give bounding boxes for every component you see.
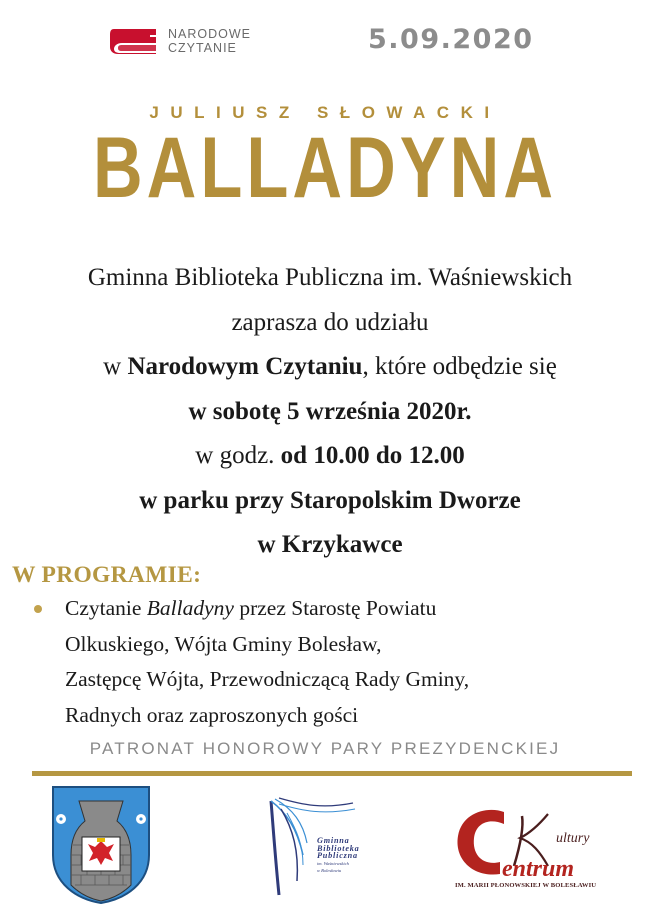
invitation-line-6: w parku przy Staropolskim Dworze xyxy=(139,486,521,514)
program-item xyxy=(65,591,625,733)
library-line-5: w Bolesławiu xyxy=(317,868,342,873)
centrum-caption: IM. MARII PŁONOWSKIEJ W BOLESŁAWIU xyxy=(455,882,597,889)
invitation-line-7: w Krzykawce xyxy=(257,531,403,558)
invitation-line-5 xyxy=(0,434,650,479)
patronage-text: PATRONAT HONOROWY PARY PREZYDENCKIEJ xyxy=(89,739,561,758)
library-line-2: Biblioteka xyxy=(317,843,360,853)
library-line-3: Publiczna xyxy=(317,851,358,860)
invitation-line-2: zaprasza do udziału xyxy=(231,308,429,336)
invitation-line-3-post: , które odbędzie się xyxy=(362,353,557,380)
culture-label: ultury xyxy=(556,831,590,846)
library-name xyxy=(317,837,360,875)
program-line-1 xyxy=(65,591,625,627)
invitation-line-3 xyxy=(0,345,650,390)
centrum-kultury-emblem xyxy=(452,802,624,882)
event-hours: od 10.00 do 12.00 xyxy=(280,442,465,469)
program-line-3: Zastępcę Wójta, Przewodniczącą Rady Gminy, xyxy=(65,667,470,691)
program-line-1-pre: Czytanie xyxy=(65,596,147,620)
logo-text xyxy=(168,27,251,55)
program-line-1-post: przez Starostę Powiatu xyxy=(233,596,437,620)
logo-line-2: CZYTANIE xyxy=(168,41,237,55)
coat-of-arms-icon xyxy=(51,785,151,905)
narodowe-czytanie-logo xyxy=(110,27,251,55)
bullet-icon xyxy=(34,605,42,613)
hours-prefix: w godz. xyxy=(195,442,281,469)
invitation-line-4: w sobotę 5 września 2020r. xyxy=(188,397,472,425)
book-title: BALLADYNA xyxy=(92,120,558,216)
program-line-2: Olkuskiego, Wójta Gminy Bolesław, xyxy=(65,631,382,656)
program-heading: W PROGRAMIE: xyxy=(12,562,202,588)
library-line-1: Gminna xyxy=(317,836,350,845)
book-author: JULIUSZ SŁOWACKI xyxy=(149,103,501,122)
library-logo xyxy=(263,795,378,901)
centrum-kultury-logo xyxy=(452,802,624,904)
invitation-line-1: Gminna Biblioteka Publiczna im. Waśniewskich xyxy=(87,264,573,291)
program-book-title: Balladyny xyxy=(146,596,234,620)
book-icon xyxy=(110,27,158,55)
logo-line-1: NARODOWE xyxy=(168,27,251,41)
library-line-4: im. Waśniewskich xyxy=(317,860,349,866)
program-line-4: Radnych oraz zaproszonych gości xyxy=(65,702,359,727)
centrum-label: entrum xyxy=(502,856,575,882)
divider xyxy=(32,771,632,776)
invitation-text xyxy=(0,256,650,568)
invitation-line-3-pre: w xyxy=(103,353,128,380)
event-date: 5.09.2020 xyxy=(368,24,534,55)
event-name: Narodowym Czytaniu xyxy=(127,353,363,380)
